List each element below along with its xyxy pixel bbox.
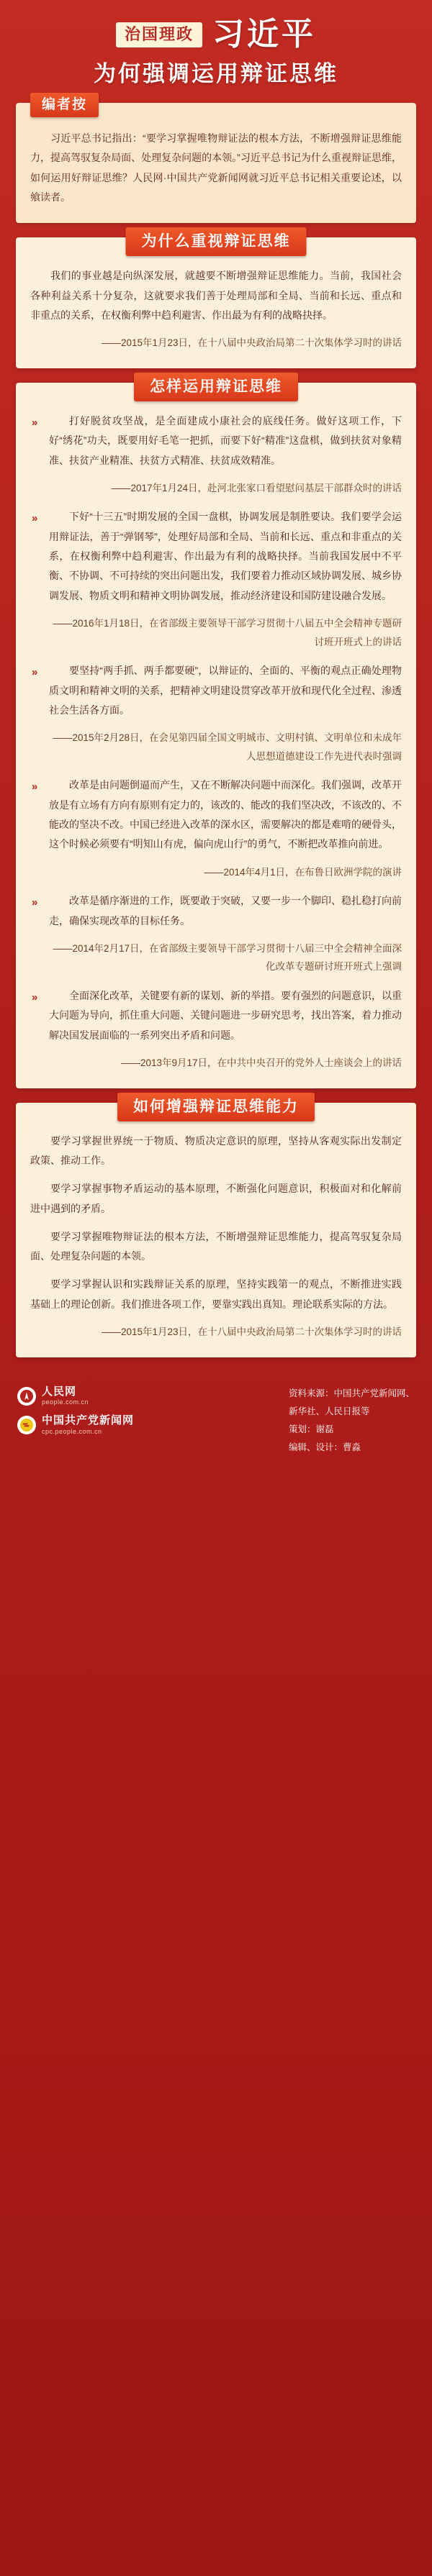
chevron-double-right-icon: » xyxy=(32,512,38,525)
cpc-logo-icon xyxy=(17,1416,36,1434)
list-item-source: ——2016年1月18日，在省部级主要领导干部学习贯彻十八届五中全会精神专题研讨班开班式上的讲话 xyxy=(53,617,402,647)
chevron-double-right-icon: » xyxy=(32,416,38,429)
footer-credits xyxy=(289,1385,415,1457)
chevron-double-right-icon: » xyxy=(32,666,38,679)
section-title-why: 为什么重视辩证思维 xyxy=(126,227,307,256)
list-item xyxy=(30,986,402,1073)
page-title: 习近平 xyxy=(212,17,316,52)
list-item-text: 下好“十三五”时期发展的全国一盘棋，协调发展是制胜要诀。我们要学会运用辩证法，善于“弹钢琴”，处理好局部和全局、当前和长远、重点和非重点的关系，在权衡利弊中趋利避害、作出最为有利的战略抉择。当前我国发展中不平衡、不协调、不可持续的突出问题出发，我们要着力推动区域协调发展、城乡协调发展、物质文明和精神文明协调发展，推动经济建设和国防建设融合发展。 xyxy=(49,511,402,601)
credit-line: 编辑、设计：曹淼 xyxy=(288,1442,361,1452)
credit-line: 资料来源：中国共产党新闻网、 xyxy=(288,1388,415,1398)
list-item xyxy=(30,891,402,976)
section-why-paragraph: 我们的事业越是向纵深发展，就越要不断增强辩证思维能力。当前，我国社会各种利益关系十分复杂，这就要求我们善于处理局部和全局、当前和长远、重点和非重点的关系，在权衡利弊中趋利避害、作出最为有利的战略抉择。 xyxy=(30,270,402,321)
editor-note-body: 习近平总书记指出：“要学习掌握唯物辩证法的根本方法，不断增强辩证思维能力，提高驾驭复杂局面、处理复杂问题的本领。”习近平总书记为什么重视辩证思维，如何运用好辩证思维？人民网·中国共产党新闻网就习近平总书记相关重要论述，以飨读者。 xyxy=(30,132,402,204)
brand-cpc-url: cpc.people.com.cn xyxy=(42,1427,102,1435)
list-item xyxy=(30,507,402,651)
list-item-text: 打好脱贫攻坚战，是全面建成小康社会的底线任务。做好这项工作，下好“绣花”功夫，既要用好毛笔一把抓，而要下好“精准”这盘棋，做到扶贫对象精准、扶贫产业精准、扶贫方式精准、扶贫成效精准。 xyxy=(49,414,402,466)
list-item-source: ——2014年2月17日，在省部级主要领导干部学习贯彻十八届三中全会精神全面深化改革专题研讨班开班式上强调 xyxy=(53,942,402,973)
section-card-how-to-strengthen xyxy=(16,1098,416,1357)
footer-brand xyxy=(17,1385,134,1436)
strengthen-point: 要学习掌握唯物辩证法的根本方法，不断增强辩证思维能力，提高驾驭复杂局面、处理复杂问题的本领。 xyxy=(30,1230,402,1262)
list-item-text: 要坚持“两手抓、两手都要硬”，以辩证的、全面的、平衡的观点正确处理物质文明和精神文明的关系，把精神文明建设贯穿改革开放和现代化全过程、渗透社会生活各方面。 xyxy=(49,665,402,716)
brand-people-label: 人民网 xyxy=(42,1385,77,1398)
list-item-source: ——2017年1月24日，赴河北张家口看望慰问基层干部群众时的讲话 xyxy=(111,482,402,493)
poster-footer xyxy=(0,1372,432,1475)
strengthen-point: 要学习掌握认识和实践辩证关系的原理，坚持实践第一的观点，不断推进实践基础上的理论创新。我们推进各项工作，要靠实践出真知。理论联系实际的方法。 xyxy=(30,1278,402,1310)
editor-note-card xyxy=(16,97,416,223)
chevron-double-right-icon: » xyxy=(32,991,38,1004)
list-item-source: ——2013年9月17日，在中共中央召开的党外人士座谈会上的讲话 xyxy=(120,1057,402,1068)
chevron-double-right-icon: » xyxy=(32,896,38,909)
section-why-source: ——2015年1月23日，在十八届中央政治局第二十次集体学习时的讲话 xyxy=(101,337,402,349)
strengthen-point: 要学习掌握事物矛盾运动的基本原理，不断强化问题意识，积极面对和化解前进中遇到的矛盾。 xyxy=(30,1183,402,1214)
credit-line: 策划：谢磊 xyxy=(288,1424,334,1434)
list-item-source: ——2015年2月28日，在会见第四届全国文明城市、文明村镇、文明单位和未成年人思想道德建设工作先进代表时强调 xyxy=(53,732,402,762)
brand-people[interactable] xyxy=(17,1386,134,1406)
poster-header xyxy=(0,0,432,100)
chevron-double-right-icon: » xyxy=(32,780,38,793)
section-card-why xyxy=(16,233,416,368)
list-item xyxy=(30,661,402,765)
brand-cpc-label: 中国共产党新闻网 xyxy=(42,1414,135,1427)
list-item xyxy=(30,775,402,881)
brand-cpc-news[interactable] xyxy=(17,1415,134,1435)
header-title-row xyxy=(20,19,412,50)
list-item-text: 改革是由问题倒逼而产生，又在不断解决问题中而深化。我们强调，改革开放是有立场有方向有原则有定力的，该改的、能改的我们坚决改，不该改的、不能改的坚决不改。中国已经进入改革的深水区，需要解决的都是难啃的硬骨头，这个时候必须要有“明知山有虎，偏向虎山行”的勇气，不断把改革推向前进。 xyxy=(49,779,402,850)
credit-line: 新华社、人民日报等 xyxy=(288,1406,370,1416)
editor-note-title: 编者按 xyxy=(30,93,99,117)
section-title-how-to-use: 怎样运用辩证思维 xyxy=(134,373,298,401)
strengthen-point: 要学习掌握世界统一于物质、物质决定意识的原理，坚持从客观实际出发制定政策、推动工作。 xyxy=(30,1134,402,1166)
people-logo-icon xyxy=(17,1387,36,1406)
section-title-how-to-strengthen: 如何增强辩证思维能力 xyxy=(117,1093,315,1121)
brand-people-url: people.com.cn xyxy=(42,1398,89,1406)
list-item-text: 改革是循序渐进的工作，既要敢于突破，又要一步一个脚印、稳扎稳打向前走，确保实现改革的目标任务。 xyxy=(49,895,402,927)
strengthen-source: ——2015年1月23日，在十八届中央政治局第二十次集体学习时的讲话 xyxy=(101,1326,402,1337)
topic-tag: 治国理政 xyxy=(116,22,202,47)
page-subtitle: 为何强调运用辩证思维 xyxy=(94,61,338,86)
list-item xyxy=(30,411,402,498)
section-card-how-to-use xyxy=(16,378,416,1088)
list-item-text: 全面深化改革，关键要有新的谋划、新的举措。要有强烈的问题意识，以重大问题为导向，抓住重大问题、关键问题进一步研究思考，找出答案，着力推动解决国发展面临的一系列突出矛盾和问题。 xyxy=(49,990,402,1041)
list-item-source: ——2014年4月1日，在布鲁日欧洲学院的演讲 xyxy=(204,866,402,878)
